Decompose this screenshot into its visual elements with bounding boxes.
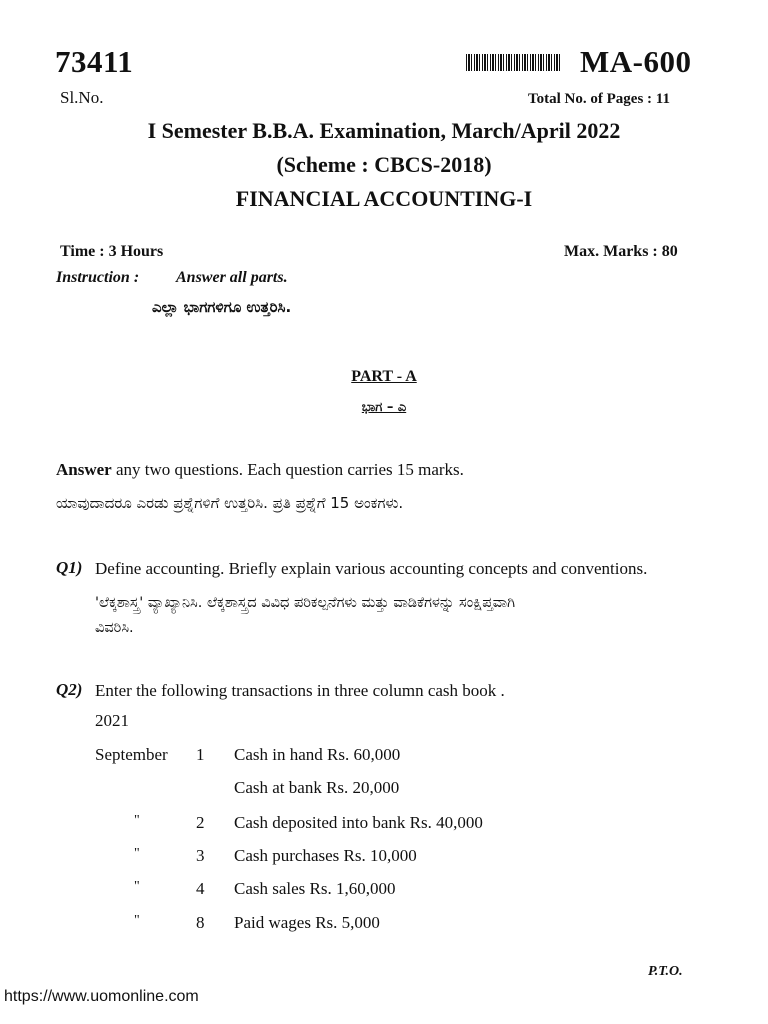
txn-desc: Cash in hand Rs. 60,000 <box>234 745 401 764</box>
txn-month: " <box>134 813 140 828</box>
txn-desc: Cash at bank Rs. 20,000 <box>234 778 400 797</box>
q1-text: Define accounting. Briefly explain various accounting concepts and conventions. <box>95 559 648 578</box>
txn-desc: Cash sales Rs. 1,60,000 <box>234 879 396 898</box>
scheme: (Scheme : CBCS-2018) <box>276 152 492 177</box>
part-intro-bold: Answer <box>56 460 112 479</box>
exam-title: I Semester B.B.A. Examination, March/April 2022 <box>147 118 621 143</box>
txn-desc: Cash purchases Rs. 10,000 <box>234 846 417 865</box>
instruction-kannada: ಎಲ್ಲಾ ಭಾಗಗಳಿಗೂ ಉತ್ತರಿಸಿ. <box>152 298 292 316</box>
txn-day: 8 <box>196 913 205 932</box>
txn-desc: Paid wages Rs. 5,000 <box>234 913 380 932</box>
total-pages: Total No. of Pages : 11 <box>528 91 670 107</box>
txn-month: " <box>134 846 140 861</box>
q1-kannada-line1: 'ಲೆಕ್ಕಶಾಸ್ತ್ರ' ವ್ಯಾಖ್ಯಾನಿಸಿ. ಲೆಕ್ಕಶಾಸ್ತ್ರದ ವಿವಿಧ ಪರಿಕಲ್ಪನೆಗಳು ಮತ್ತು ವಾಡಿಕೆಗಳನ್ನು ಸಂಕ್ಷಿಪ್ತವಾಗಿ <box>95 595 516 611</box>
q1-number: Q1) <box>56 558 83 577</box>
txn-month: September <box>95 745 168 764</box>
subject-code: MA-600 <box>580 44 692 79</box>
txn-day: 3 <box>196 846 205 865</box>
pto-label: P.T.O. <box>648 964 683 979</box>
txn-month: " <box>134 879 140 894</box>
max-marks: Max. Marks : 80 <box>564 243 678 260</box>
paper-code: 73411 <box>55 44 134 79</box>
instruction-label: Instruction : <box>56 269 140 286</box>
q1-kannada-line2: ವಿವರಿಸಿ. <box>95 620 134 636</box>
instruction-text: Answer all parts. <box>176 269 288 286</box>
q2-text: Enter the following transactions in three column cash book . <box>95 681 505 700</box>
barcode-icon <box>466 54 560 71</box>
website-url[interactable]: https://www.uomonline.com <box>4 988 199 1005</box>
txn-day: 1 <box>196 745 205 764</box>
q2-number: Q2) <box>56 680 83 699</box>
txn-day: 2 <box>196 813 205 832</box>
part-intro-kannada: ಯಾವುದಾದರೂ ಎರಡು ಪ್ರಶ್ನೆಗಳಿಗೆ ಉತ್ತರಿಸಿ. ಪ್ರತಿ ಪ್ರಶ್ನೆಗೆ 15 ಅಂಕಗಳು. <box>56 494 404 512</box>
q2-year: 2021 <box>95 711 129 730</box>
subject-title: FINANCIAL ACCOUNTING-I <box>235 186 533 211</box>
sl-no-label: Sl.No. <box>60 88 104 107</box>
part-intro-rest: any two questions. Each question carries 15 marks. <box>111 460 464 479</box>
txn-desc: Cash deposited into bank Rs. 40,000 <box>234 813 483 832</box>
part-heading-kannada: ಭಾಗ – ಎ <box>361 400 407 415</box>
part-intro <box>56 460 464 480</box>
part-heading: PART - A <box>351 368 417 385</box>
txn-day: 4 <box>196 879 205 898</box>
txn-month: " <box>134 913 140 928</box>
time-allowed: Time : 3 Hours <box>60 243 164 260</box>
